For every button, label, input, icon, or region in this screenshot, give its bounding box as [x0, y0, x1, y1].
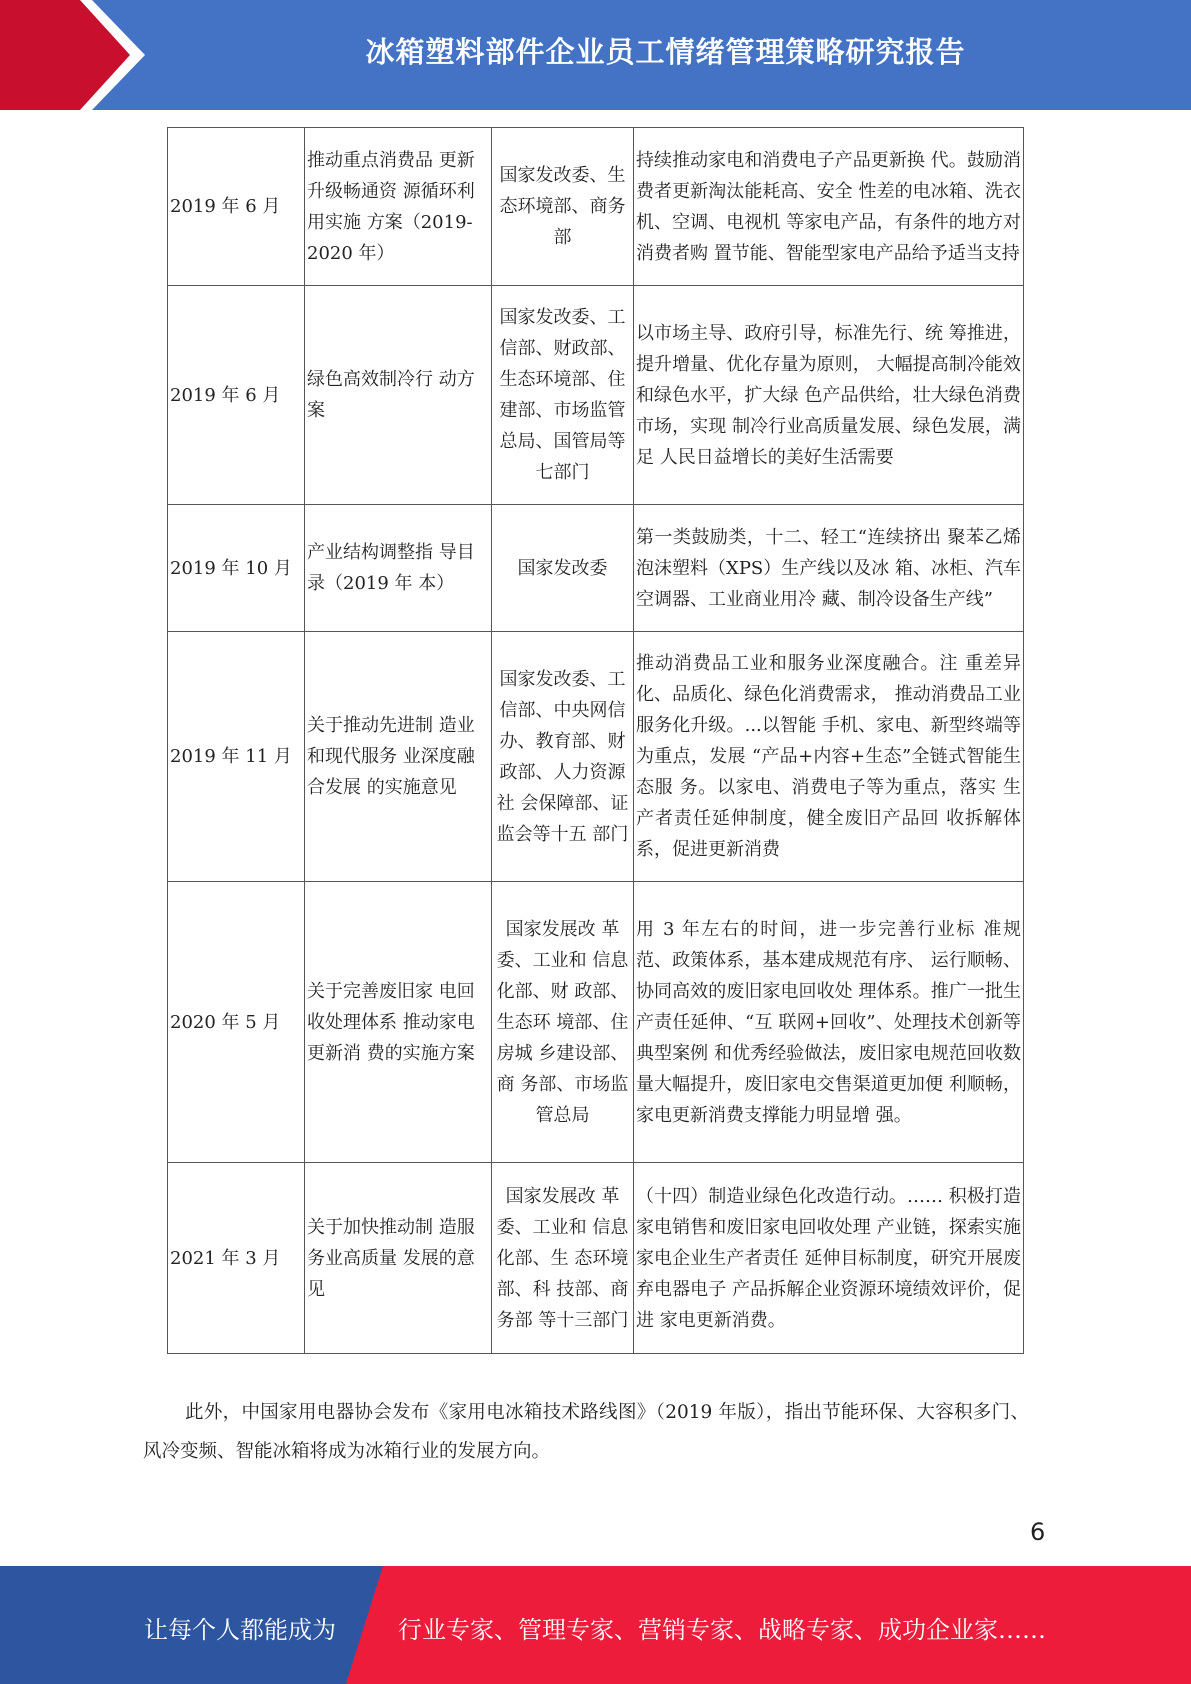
page-header: [0, 0, 1191, 110]
table-row: [168, 128, 1024, 286]
department-cell: 国家发展改 革委、工业和 信息化部、生 态环境部、科 技部、商务部 等十三部门: [492, 1163, 634, 1354]
date-cell: 2019 年 11 月: [168, 632, 305, 882]
table-row: [168, 882, 1024, 1163]
content-cell: 第一类鼓励类，十二、轻工“连续挤出 聚苯乙烯泡沫塑料（XPS）生产线以及冰 箱、冰柜、汽车空调器、工业商业用冷 藏、制冷设备生产线”: [634, 505, 1024, 632]
date-cell: 2021 年 3 月: [168, 1163, 305, 1354]
header-arrow-decoration: [0, 0, 160, 110]
policy-name-cell: 关于加快推动制 造服务业高质量 发展的意见: [305, 1163, 492, 1354]
date-cell: 2019 年 6 月: [168, 286, 305, 505]
policy-table: [167, 127, 1024, 1354]
footer-slogan-right: 行业专家、管理专家、营销专家、战略专家、成功企业家……: [398, 1616, 1046, 1644]
policy-name-cell: 关于推动先进制 造业和现代服务 业深度融合发展 的实施意见: [305, 632, 492, 882]
content-cell: 用 3 年左右的时间，进一步完善行业标 准规范、政策体系，基本建成规范有序、 运行顺畅、协同高效的废旧家电回收处 理体系。推广一批生产责任延伸、“互 联网+回收”、处理技术创新等典型案例 和优秀经验做法，废旧家电规范回收数 量大幅提升，废旧家电交售渠道更加便 利顺畅，家电更新消费支撑能力明显增 强。: [634, 882, 1024, 1163]
body-paragraph: 此外，中国家用电器协会发布《家用电冰箱技术路线图》（2019 年版），指出节能环保、大容积多门、风冷变频、智能冰箱将成为冰箱行业的发展方向。: [143, 1402, 1029, 1462]
date-cell: 2019 年 10 月: [168, 505, 305, 632]
table-row: [168, 505, 1024, 632]
department-cell: 国家发改委、工信部、财政部、生态环境部、住建部、市场监管总局、国管局等七部门: [492, 286, 634, 505]
date-cell: 2020 年 5 月: [168, 882, 305, 1163]
department-cell: 国家发改委、工信部、中央网信办、教育部、财政部、人力资源社 会保障部、证 监会等十五 部门: [492, 632, 634, 882]
date-cell: 2019 年 6 月: [168, 128, 305, 286]
table-row: [168, 286, 1024, 505]
policy-name-cell: 关于完善废旧家 电回收处理体系 推动家电更新消 费的实施方案: [305, 882, 492, 1163]
content-cell: 持续推动家电和消费电子产品更新换 代。鼓励消费者更新淘汰能耗高、安全 性差的电冰箱、洗衣机、空调、电视机 等家电产品，有条件的地方对消费者购 置节能、智能型家电产品给予适当支持: [634, 128, 1024, 286]
page-number: 6: [1030, 1518, 1046, 1546]
table-row: [168, 1163, 1024, 1354]
department-cell: 国家发展改 革委、工业和 信息化部、财 政部、生态环 境部、住房城 乡建设部、商 务部、市场监 管总局: [492, 882, 634, 1163]
table-row: [168, 632, 1024, 882]
footer-slogan-left: 让每个人都能成为: [144, 1616, 336, 1644]
department-cell: 国家发改委、生态环境部、商务部: [492, 128, 634, 286]
content-cell: 以市场主导、政府引导，标准先行、统 筹推进，提升增量、优化存量为原则， 大幅提高制冷能效和绿色水平，扩大绿 色产品供给，壮大绿色消费市场，实现 制冷行业高质量发展、绿色发展，满足 人民日益增长的美好生活需要: [634, 286, 1024, 505]
policy-name-cell: 推动重点消费品 更新升级畅通资 源循环利用实施 方案（2019-2020 年）: [305, 128, 492, 286]
policy-name-cell: 绿色高效制冷行 动方案: [305, 286, 492, 505]
report-title: 冰箱塑料部件企业员工情绪管理策略研究报告: [365, 35, 966, 69]
content-cell: （十四）制造业绿色化改造行动。…… 积极打造家电销售和废旧家电回收处理 产业链，探索实施家电企业生产者责任 延伸目标制度，研究开展废弃电器电子 产品拆解企业资源环境绩效评价，促进 家电更新消费。: [634, 1163, 1024, 1354]
department-cell: 国家发改委: [492, 505, 634, 632]
content-cell: 推动消费品工业和服务业深度融合。注 重差异化、品质化、绿色化消费需求， 推动消费品工业服务化升级。...以智能 手机、家电、新型终端等为重点，发展 “产品+内容+生态”全链式智能生态服 务。以家电、消费电子等为重点，落实 生产者责任延伸制度，健全废旧产品回 收拆解体系，促进更新消费: [634, 632, 1024, 882]
policy-name-cell: 产业结构调整指 导目录（2019 年 本）: [305, 505, 492, 632]
page-footer: [0, 1566, 1191, 1684]
